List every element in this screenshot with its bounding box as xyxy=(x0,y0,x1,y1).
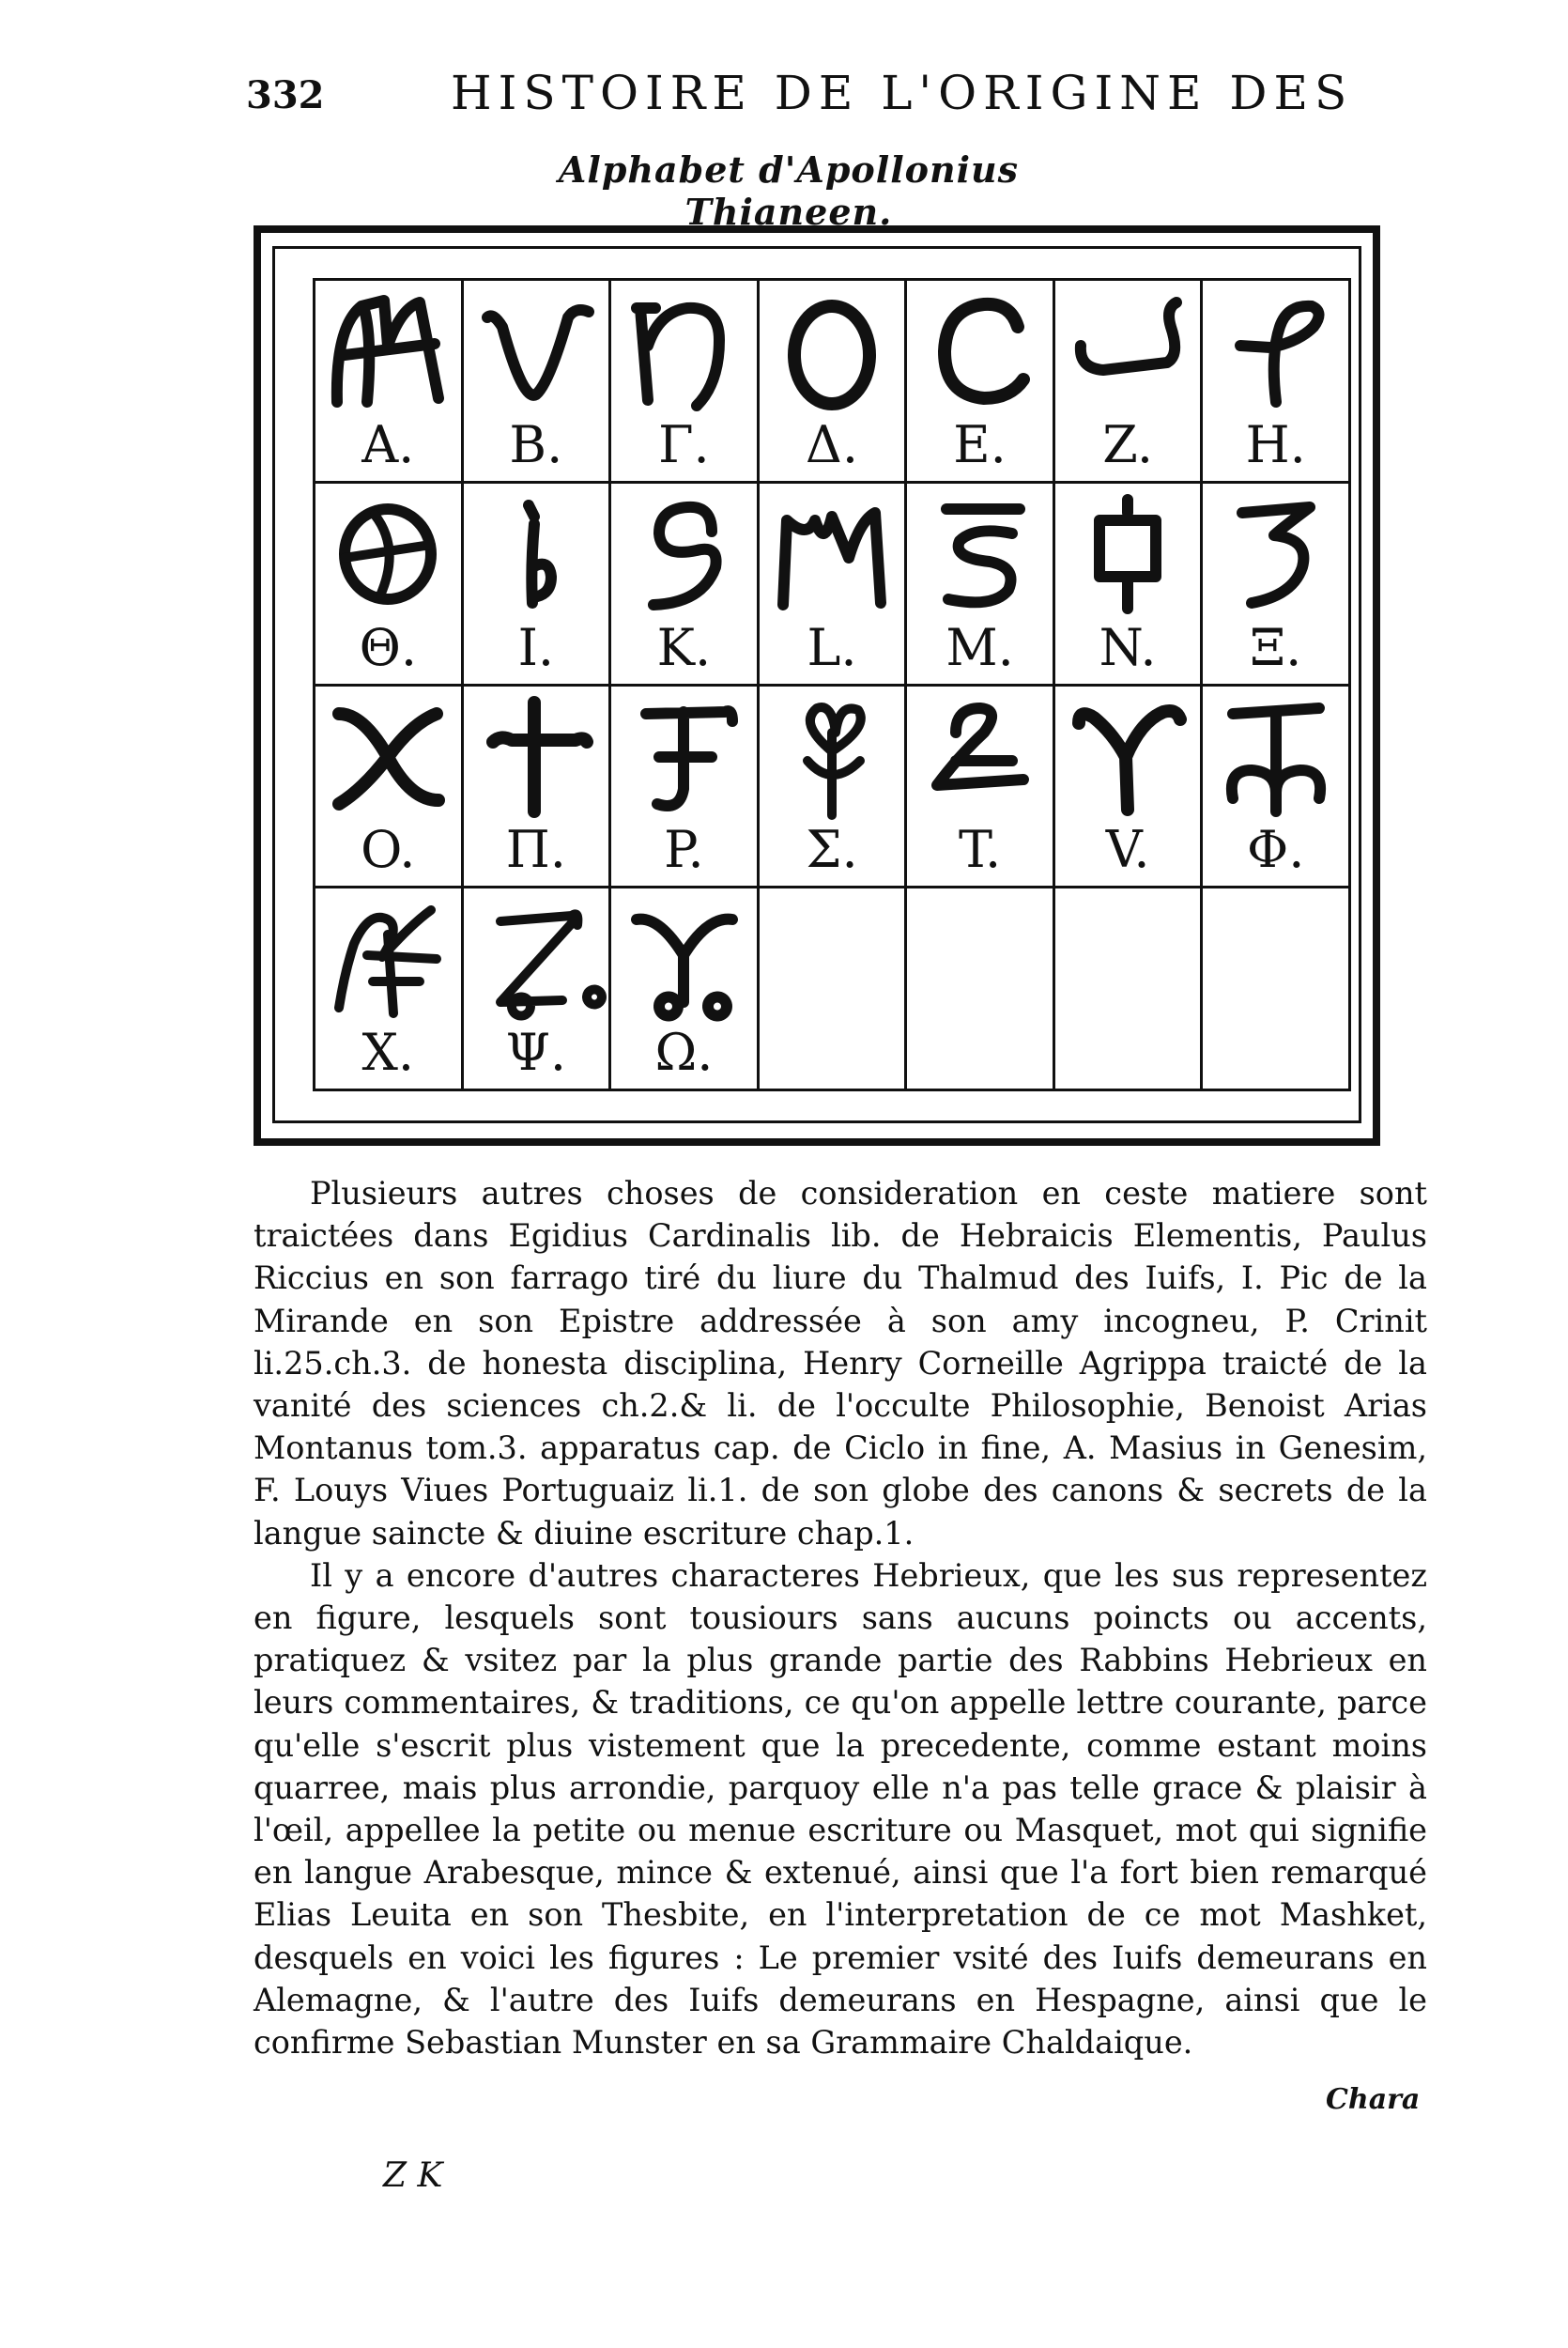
page-number: 332 xyxy=(246,73,325,117)
apollonius-gamma-icon xyxy=(611,286,757,416)
greek-letter-label: Ξ. xyxy=(1250,617,1302,677)
apollonius-O-icon xyxy=(315,692,461,822)
apollonius-M-icon xyxy=(907,489,1053,619)
apollonius-phi-icon xyxy=(1203,692,1348,822)
alphabet-cell xyxy=(611,484,760,687)
alphabet-cell xyxy=(611,281,760,484)
greek-letter-label: A. xyxy=(361,414,415,474)
paragraph: Plusieurs autres choses de consideration en ceste matiere sont traictées dans Egidius Cardinalis lib. de Hebraicis Elementis, Paulus Riccius en son farrago tiré du liure du Thalmud des Iuifs, I. Pic de la Mirande en son Epistre addressée à son amy incogneu, P. Crinit li.25.ch.3. de honesta disciplina, Henry Corneille Agrippa traicté de la vanité des sciences ch.2.& li. de l'occulte Philosophie, Benoist Arias Montanus tom.3. apparatus cap. de Ciclo in fine, A. Masius in Genesim, F. Louys Viues Portuguaiz li.1. de son globe des canons & secrets de la langue saincte & diuine escriture chap.1. xyxy=(254,1175,1427,1552)
greek-letter-label: O. xyxy=(361,820,416,880)
apollonius-chi-icon xyxy=(315,894,461,1024)
apollonius-B-icon xyxy=(464,286,609,416)
apollonius-sigma-icon xyxy=(760,692,905,822)
alphabet-cell xyxy=(315,484,464,687)
alphabet-cell xyxy=(1055,888,1204,1091)
greek-letter-label: P. xyxy=(664,820,704,880)
alphabet-cell xyxy=(464,484,612,687)
apollonius-N-icon xyxy=(1055,489,1201,619)
alphabet-cell xyxy=(315,888,464,1091)
alphabet-cell xyxy=(1203,888,1351,1091)
alphabet-cell xyxy=(611,888,760,1091)
greek-letter-label: Δ. xyxy=(805,414,859,474)
alphabet-cell xyxy=(907,281,1055,484)
alphabet-cell xyxy=(1203,687,1351,889)
apollonius-omega-icon xyxy=(611,894,757,1024)
running-head-title: HISTOIRE DE L'ORIGINE DES xyxy=(451,66,1354,120)
greek-letter-label: L. xyxy=(807,617,857,677)
alphabet-cell xyxy=(611,687,760,889)
apollonius-theta-icon xyxy=(315,489,461,619)
greek-letter-label: T. xyxy=(958,820,1002,880)
greek-letter-label: Ψ. xyxy=(505,1023,567,1082)
apollonius-Z-icon xyxy=(1055,286,1201,416)
alphabet-cell xyxy=(1203,484,1351,687)
alphabet-cell xyxy=(760,687,908,889)
apollonius-L-icon xyxy=(760,489,905,619)
running-head xyxy=(0,58,1568,133)
apollonius-E-icon xyxy=(907,286,1053,416)
apollonius-T-icon xyxy=(907,692,1053,822)
alphabet-cell xyxy=(760,888,908,1091)
alphabet-cell xyxy=(464,888,612,1091)
body-text xyxy=(254,1172,1427,2063)
greek-letter-label: Σ. xyxy=(806,820,858,880)
apollonius-rho-icon xyxy=(611,692,757,822)
greek-letter-label: M. xyxy=(945,617,1014,677)
greek-letter-label: Φ. xyxy=(1246,820,1305,880)
greek-letter-label: N. xyxy=(1099,617,1157,677)
alphabet-cell xyxy=(907,484,1055,687)
catchword: Chara xyxy=(1326,2083,1421,2116)
greek-letter-label: B. xyxy=(509,414,563,474)
alphabet-cell xyxy=(315,281,464,484)
greek-letter-label: E. xyxy=(953,414,1007,474)
alphabet-cell xyxy=(907,687,1055,889)
alphabet-cell xyxy=(464,687,612,889)
alphabet-cell xyxy=(1055,281,1204,484)
alphabet-cell xyxy=(907,888,1055,1091)
greek-letter-label: Z. xyxy=(1102,414,1153,474)
alphabet-table xyxy=(313,278,1351,1091)
apollonius-V-icon xyxy=(1055,692,1201,822)
alphabet-cell xyxy=(1203,281,1351,484)
paragraph: Il y a encore d'autres characteres Hebrieux, que les sus representez en figure, lesquels sont tousiours sans aucuns poincts ou accents, pratiquez & vsitez par la plus grande partie des Rabbins Hebrieux en leurs commentaires, & traditions, ce qu'on appelle lettre courante, parce qu'elle s'escrit plus vistement que la precedente, comme estant moins quarree, mais plus arrondie, parquoy elle n'a pas telle grace & plaisir à l'œil, appellee la petite ou menue escriture ou Masquet, mot qui signifie en langue Arabesque, mince & extenué, ainsi que l'a fort bien remarqué Elias Leuita en son Thesbite, en l'interpretation de ce mot Mashket, desquels en voici les figures : Le premier vsité des Iuifs demeurans en Alemagne, & l'autre des Iuifs demeurans en Hespagne, ainsi que le confirme Sebastian Munster en sa Grammaire Chaldaique. xyxy=(254,1556,1427,2062)
apollonius-H-icon xyxy=(1203,286,1348,416)
alphabet-cell xyxy=(760,281,908,484)
greek-letter-label: H. xyxy=(1245,414,1306,474)
greek-letter-label: Ω. xyxy=(654,1023,714,1082)
apollonius-psi-icon xyxy=(464,894,609,1024)
alphabet-cell xyxy=(1055,484,1204,687)
signature-mark: Z K xyxy=(383,2156,443,2195)
greek-letter-label: K. xyxy=(656,617,712,677)
apollonius-I-icon xyxy=(464,489,609,619)
plate-title: Alphabet d'Apollonius Thianeen. xyxy=(558,148,1020,233)
alphabet-cell xyxy=(760,484,908,687)
greek-letter-label: I. xyxy=(517,617,555,677)
greek-letter-label: X. xyxy=(361,1023,415,1082)
apollonius-pi-icon xyxy=(464,692,609,822)
apollonius-xi-icon xyxy=(1203,489,1348,619)
apollonius-K-icon xyxy=(611,489,757,619)
apollonius-A-icon xyxy=(315,286,461,416)
greek-letter-label: V. xyxy=(1105,820,1150,880)
greek-letter-label: Π. xyxy=(505,820,566,880)
greek-letter-label: Γ. xyxy=(658,414,710,474)
apollonius-delta-icon xyxy=(760,286,905,416)
greek-letter-label: Θ. xyxy=(359,617,417,677)
alphabet-cell xyxy=(1055,687,1204,889)
alphabet-cell xyxy=(464,281,612,484)
alphabet-cell xyxy=(315,687,464,889)
